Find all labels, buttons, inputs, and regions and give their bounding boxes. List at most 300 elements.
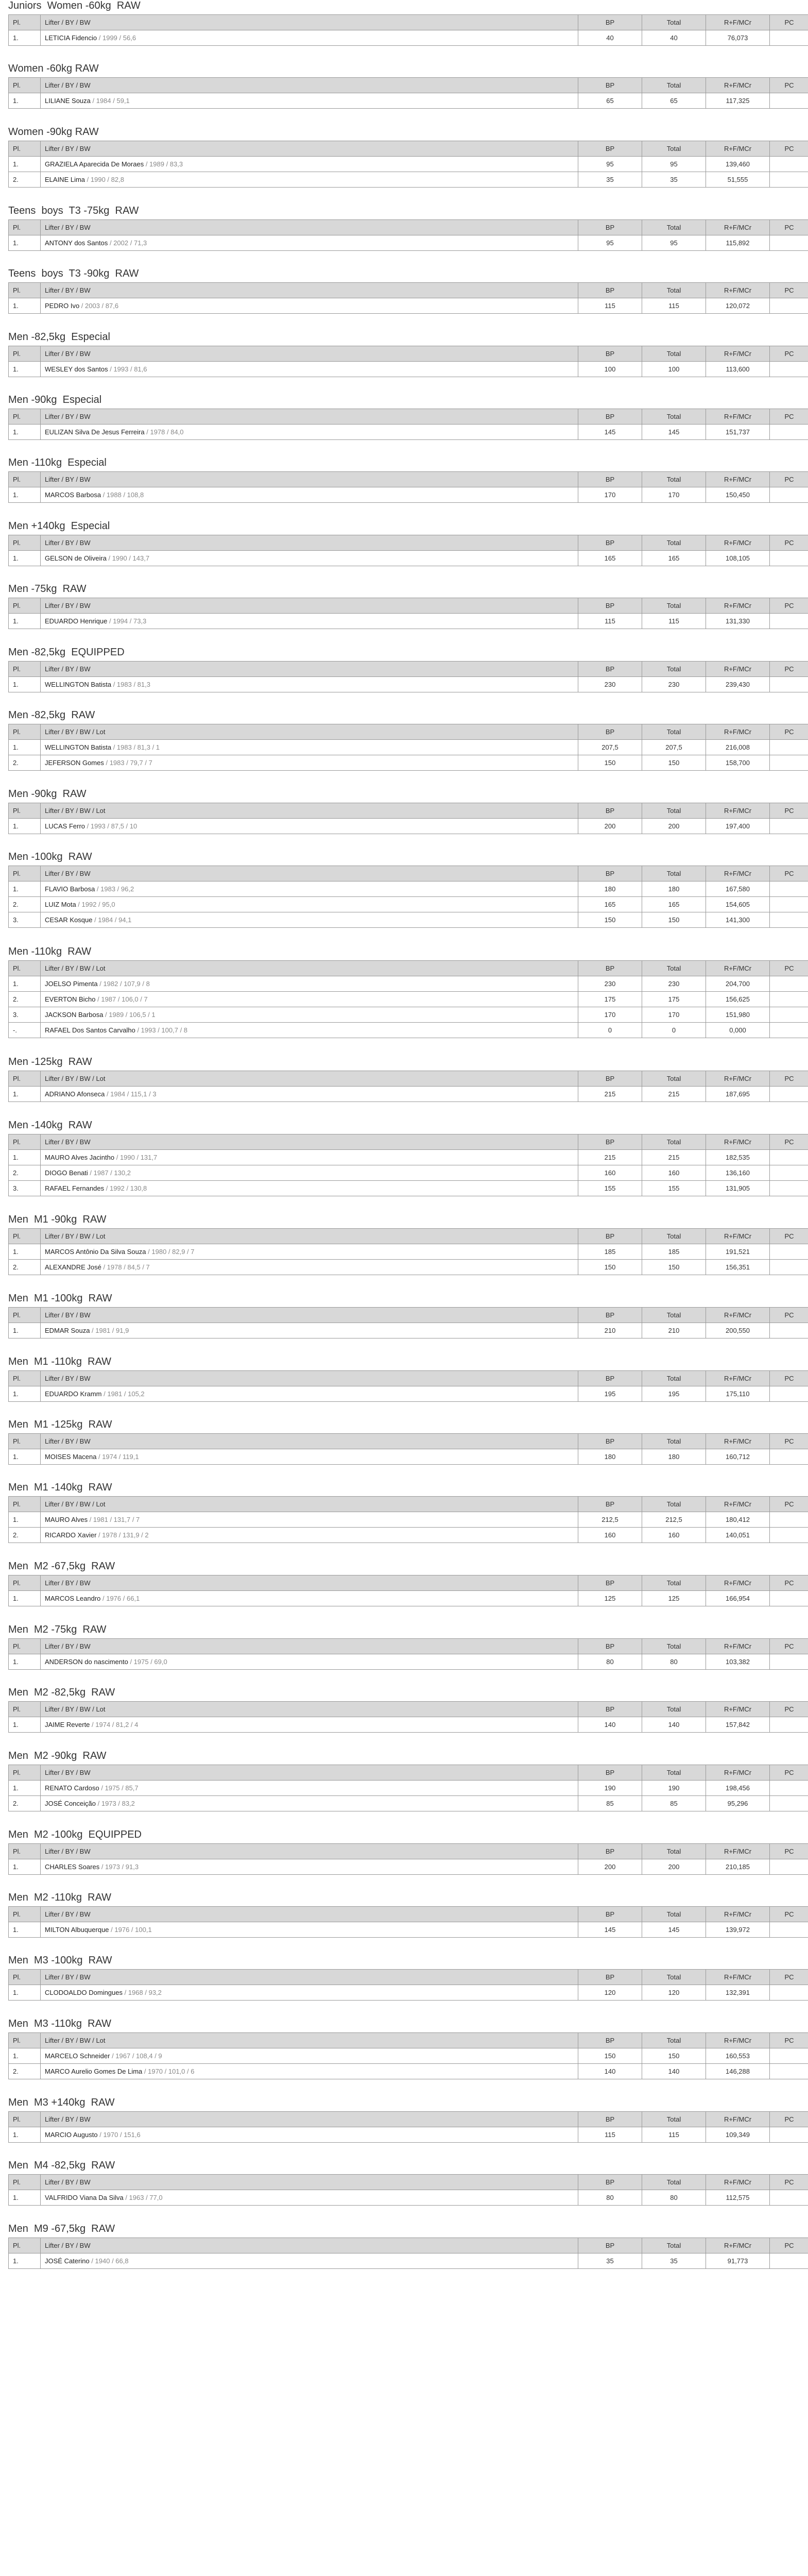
- header-row: [9, 1843, 808, 1859]
- header-bp: BP: [578, 2111, 642, 2127]
- header-row: [9, 661, 808, 676]
- total-cell: 175: [642, 992, 706, 1007]
- header-lifter: Lifter / BY / BW: [41, 1843, 578, 1859]
- header-place: Pl.: [9, 346, 41, 361]
- lifter-meta: / 1970 / 101,0 / 6: [142, 2067, 195, 2075]
- category-title: Men M2 -67,5kg RAW: [8, 1561, 115, 1572]
- pc-cell: [770, 1180, 808, 1196]
- place-cell: 1.: [9, 1449, 41, 1465]
- pc-cell: [770, 361, 808, 377]
- lifter-meta: / 1940 / 66,8: [89, 2257, 129, 2265]
- header-lifter: Lifter / BY / BW: [41, 141, 578, 156]
- score-cell: 140,051: [706, 1528, 770, 1543]
- total-cell: 150: [642, 1260, 706, 1275]
- table-row: [9, 676, 808, 692]
- lifter-name: RENATO Cardoso: [45, 1784, 99, 1792]
- table-row: [9, 1180, 808, 1196]
- header-bp: BP: [578, 2032, 642, 2048]
- header-score: R+F/MCr: [706, 598, 770, 614]
- header-bp: BP: [578, 346, 642, 361]
- header-score: R+F/MCr: [706, 141, 770, 156]
- lifter-name: VALFRIDO Viana Da Silva: [45, 2194, 124, 2202]
- bp-cell: 145: [578, 1922, 642, 1938]
- lifter-meta: / 1968 / 93,2: [123, 1989, 162, 1997]
- table-row: [9, 882, 808, 897]
- score-cell: 191,521: [706, 1244, 770, 1260]
- total-cell: 150: [642, 2048, 706, 2063]
- bp-cell: 165: [578, 550, 642, 566]
- table-row: [9, 740, 808, 755]
- lifter-cell: [41, 361, 578, 377]
- lifter-meta: / 1987 / 106,0 / 7: [95, 995, 148, 1003]
- lifter-cell: [41, 819, 578, 834]
- header-row: [9, 1308, 808, 1323]
- header-total: Total: [642, 866, 706, 882]
- lifter-meta: / 1993 / 100,7 / 8: [135, 1026, 188, 1034]
- category-title: Men -140kg RAW: [8, 1119, 92, 1131]
- lifter-name: EDMAR Souza: [45, 1327, 90, 1335]
- header-place: Pl.: [9, 283, 41, 298]
- header-bp: BP: [578, 1765, 642, 1780]
- pc-cell: [770, 1165, 808, 1180]
- header-bp: BP: [578, 1134, 642, 1149]
- bp-cell: 170: [578, 487, 642, 503]
- header-row: [9, 2032, 808, 2048]
- header-pc: PC: [770, 1071, 808, 1087]
- lifter-meta: / 1988 / 108,8: [101, 491, 144, 499]
- header-pc: PC: [770, 219, 808, 235]
- pc-cell: [770, 819, 808, 834]
- total-cell: 165: [642, 550, 706, 566]
- lifter-cell: [41, 1260, 578, 1275]
- header-bp: BP: [578, 961, 642, 976]
- score-cell: 187,695: [706, 1087, 770, 1102]
- header-score: R+F/MCr: [706, 1229, 770, 1244]
- lifter-name: MOISES Macena: [45, 1453, 97, 1461]
- results-table: [8, 1843, 808, 1875]
- table-row: [9, 1087, 808, 1102]
- header-place: Pl.: [9, 1970, 41, 1985]
- table-row: [9, 1512, 808, 1528]
- lifter-meta: / 1981 / 131,7 / 7: [88, 1516, 140, 1524]
- table-row: [9, 819, 808, 834]
- place-cell: 1.: [9, 740, 41, 755]
- header-lifter: Lifter / BY / BW: [41, 346, 578, 361]
- bp-cell: 125: [578, 1591, 642, 1606]
- header-pc: PC: [770, 866, 808, 882]
- score-cell: 95,296: [706, 1795, 770, 1811]
- place-cell: 2.: [9, 755, 41, 771]
- lifter-name: PEDRO Ivo: [45, 302, 80, 310]
- table-row: [9, 93, 808, 109]
- header-pc: PC: [770, 1134, 808, 1149]
- header-lifter: Lifter / BY / BW: [41, 866, 578, 882]
- table-row: [9, 1528, 808, 1543]
- lifter-meta: / 1970 / 151,6: [97, 2130, 141, 2139]
- bp-cell: 155: [578, 1180, 642, 1196]
- score-cell: 151,980: [706, 1007, 770, 1023]
- total-cell: 215: [642, 1149, 706, 1165]
- header-place: Pl.: [9, 1702, 41, 1717]
- header-lifter: Lifter / BY / BW: [41, 1970, 578, 1985]
- table-row: [9, 912, 808, 928]
- total-cell: 120: [642, 1985, 706, 2001]
- score-cell: 141,300: [706, 912, 770, 928]
- place-cell: 3.: [9, 1007, 41, 1023]
- total-cell: 80: [642, 2190, 706, 2206]
- table-row: [9, 1007, 808, 1023]
- pc-cell: [770, 912, 808, 928]
- bp-cell: 215: [578, 1087, 642, 1102]
- score-cell: 131,905: [706, 1180, 770, 1196]
- total-cell: 85: [642, 1795, 706, 1811]
- bp-cell: 207,5: [578, 740, 642, 755]
- pc-cell: [770, 2253, 808, 2268]
- header-place: Pl.: [9, 219, 41, 235]
- header-lifter: Lifter / BY / BW: [41, 1765, 578, 1780]
- pc-cell: [770, 2048, 808, 2063]
- total-cell: 180: [642, 1449, 706, 1465]
- lifter-cell: [41, 1087, 578, 1102]
- place-cell: 3.: [9, 1180, 41, 1196]
- header-row: [9, 961, 808, 976]
- header-row: [9, 1970, 808, 1985]
- bp-cell: 85: [578, 1795, 642, 1811]
- header-total: Total: [642, 2032, 706, 2048]
- header-score: R+F/MCr: [706, 961, 770, 976]
- pc-cell: [770, 1149, 808, 1165]
- lifter-meta: / 1978 / 131,9 / 2: [96, 1531, 149, 1539]
- lifter-meta: / 1993 / 87,5 / 10: [85, 822, 137, 830]
- header-pc: PC: [770, 1308, 808, 1323]
- header-lifter: Lifter / BY / BW: [41, 661, 578, 676]
- score-cell: 180,412: [706, 1512, 770, 1528]
- bp-cell: 150: [578, 912, 642, 928]
- place-cell: -.: [9, 1023, 41, 1038]
- header-score: R+F/MCr: [706, 2175, 770, 2190]
- header-total: Total: [642, 535, 706, 550]
- header-lifter: Lifter / BY / BW: [41, 78, 578, 93]
- bp-cell: 150: [578, 1260, 642, 1275]
- pc-cell: [770, 1023, 808, 1038]
- pc-cell: [770, 882, 808, 897]
- score-cell: 131,330: [706, 614, 770, 629]
- total-cell: 160: [642, 1165, 706, 1180]
- lifter-cell: [41, 156, 578, 172]
- table-row: [9, 550, 808, 566]
- header-pc: PC: [770, 346, 808, 361]
- header-place: Pl.: [9, 141, 41, 156]
- lifter-meta: / 1978 / 84,0: [144, 428, 184, 436]
- header-place: Pl.: [9, 661, 41, 676]
- header-bp: BP: [578, 1843, 642, 1859]
- bp-cell: 115: [578, 2127, 642, 2142]
- pc-cell: [770, 1007, 808, 1023]
- header-place: Pl.: [9, 1907, 41, 1922]
- results-table: [8, 1765, 808, 1811]
- header-score: R+F/MCr: [706, 535, 770, 550]
- bp-cell: 175: [578, 992, 642, 1007]
- category-title: Men M2 -110kg RAW: [8, 1892, 112, 1903]
- header-score: R+F/MCr: [706, 1575, 770, 1591]
- place-cell: 1.: [9, 1859, 41, 1874]
- header-row: [9, 1765, 808, 1780]
- lifter-name: ALEXANDRE José: [45, 1263, 101, 1272]
- lifter-cell: [41, 1512, 578, 1528]
- lifter-meta: / 2002 / 71,3: [108, 239, 147, 247]
- table-row: [9, 1165, 808, 1180]
- header-row: [9, 141, 808, 156]
- bp-cell: 180: [578, 882, 642, 897]
- header-pc: PC: [770, 2238, 808, 2253]
- header-lifter: Lifter / BY / BW: [41, 1134, 578, 1149]
- lifter-name: MAURO Alves Jacintho: [45, 1153, 115, 1161]
- lifter-meta: / 1989 / 83,3: [144, 160, 183, 168]
- score-cell: 136,160: [706, 1165, 770, 1180]
- header-place: Pl.: [9, 1497, 41, 1512]
- pc-cell: [770, 1244, 808, 1260]
- header-score: R+F/MCr: [706, 1765, 770, 1780]
- header-total: Total: [642, 283, 706, 298]
- category-title: Men M1 -100kg RAW: [8, 1293, 112, 1304]
- results-table: [8, 866, 808, 928]
- header-total: Total: [642, 1907, 706, 1922]
- category-title: Women -60kg RAW: [8, 63, 99, 75]
- header-lifter: Lifter / BY / BW / Lot: [41, 803, 578, 819]
- place-cell: 1.: [9, 1386, 41, 1401]
- score-cell: 117,325: [706, 93, 770, 109]
- lifter-name: JACKSON Barbosa: [45, 1011, 104, 1019]
- pc-cell: [770, 30, 808, 46]
- bp-cell: 120: [578, 1985, 642, 2001]
- header-pc: PC: [770, 1907, 808, 1922]
- place-cell: 2.: [9, 1260, 41, 1275]
- score-cell: 167,580: [706, 882, 770, 897]
- lifter-name: JOSÉ Conceição: [45, 1799, 96, 1807]
- score-cell: 91,773: [706, 2253, 770, 2268]
- lifter-name: WESLEY dos Santos: [45, 365, 108, 373]
- header-place: Pl.: [9, 1071, 41, 1087]
- lifter-cell: [41, 1007, 578, 1023]
- category-title: Men M3 -110kg RAW: [8, 2018, 112, 2029]
- score-cell: 204,700: [706, 976, 770, 992]
- total-cell: 170: [642, 1007, 706, 1023]
- header-pc: PC: [770, 78, 808, 93]
- header-lifter: Lifter / BY / BW: [41, 598, 578, 614]
- place-cell: 1.: [9, 2127, 41, 2142]
- lifter-cell: [41, 1180, 578, 1196]
- lifter-meta: / 1973 / 91,3: [99, 1862, 139, 1871]
- pc-cell: [770, 1449, 808, 1465]
- header-lifter: Lifter / BY / BW / Lot: [41, 2032, 578, 2048]
- score-cell: 157,842: [706, 1717, 770, 1733]
- category-title: Men -82,5kg Especial: [8, 331, 110, 343]
- table-row: [9, 30, 808, 46]
- category-title: Men M3 -100kg RAW: [8, 1955, 112, 1967]
- header-pc: PC: [770, 661, 808, 676]
- place-cell: 1.: [9, 156, 41, 172]
- pc-cell: [770, 1795, 808, 1811]
- pc-cell: [770, 1323, 808, 1338]
- bp-cell: 210: [578, 1323, 642, 1338]
- table-row: [9, 1780, 808, 1795]
- category-title: Men M2 -90kg RAW: [8, 1750, 107, 1761]
- total-cell: 195: [642, 1386, 706, 1401]
- table-row: [9, 976, 808, 992]
- bp-cell: 115: [578, 298, 642, 314]
- pc-cell: [770, 298, 808, 314]
- header-row: [9, 1638, 808, 1654]
- header-pc: PC: [770, 535, 808, 550]
- header-place: Pl.: [9, 724, 41, 740]
- bp-cell: 80: [578, 2190, 642, 2206]
- header-total: Total: [642, 598, 706, 614]
- header-place: Pl.: [9, 2238, 41, 2253]
- header-pc: PC: [770, 803, 808, 819]
- lifter-cell: [41, 2063, 578, 2079]
- place-cell: 2.: [9, 1795, 41, 1811]
- score-cell: 154,605: [706, 897, 770, 912]
- header-bp: BP: [578, 2238, 642, 2253]
- lifter-cell: [41, 897, 578, 912]
- score-cell: 200,550: [706, 1323, 770, 1338]
- header-row: [9, 1370, 808, 1386]
- category-title: Men -75kg RAW: [8, 583, 87, 595]
- results-table: [8, 2174, 808, 2206]
- table-row: [9, 2127, 808, 2142]
- place-cell: 1.: [9, 2253, 41, 2268]
- header-bp: BP: [578, 803, 642, 819]
- total-cell: 100: [642, 361, 706, 377]
- lifter-meta: / 1974 / 119,1: [96, 1453, 139, 1461]
- lifter-meta: / 1999 / 56,6: [97, 34, 136, 42]
- header-place: Pl.: [9, 1575, 41, 1591]
- bp-cell: 190: [578, 1780, 642, 1795]
- header-bp: BP: [578, 15, 642, 30]
- place-cell: 1.: [9, 550, 41, 566]
- lifter-cell: [41, 1985, 578, 2001]
- header-place: Pl.: [9, 1843, 41, 1859]
- header-lifter: Lifter / BY / BW: [41, 2238, 578, 2253]
- header-score: R+F/MCr: [706, 1071, 770, 1087]
- header-row: [9, 346, 808, 361]
- total-cell: 65: [642, 93, 706, 109]
- header-pc: PC: [770, 1229, 808, 1244]
- total-cell: 40: [642, 30, 706, 46]
- lifter-meta: / 1980 / 82,9 / 7: [146, 1248, 195, 1256]
- header-score: R+F/MCr: [706, 1970, 770, 1985]
- lifter-name: MILTON Albuquerque: [45, 1926, 109, 1934]
- total-cell: 125: [642, 1591, 706, 1606]
- header-score: R+F/MCr: [706, 1907, 770, 1922]
- header-score: R+F/MCr: [706, 78, 770, 93]
- lifter-meta: / 1978 / 84,5 / 7: [101, 1263, 150, 1272]
- lifter-cell: [41, 172, 578, 187]
- bp-cell: 230: [578, 976, 642, 992]
- total-cell: 200: [642, 1859, 706, 1874]
- pc-cell: [770, 2063, 808, 2079]
- header-bp: BP: [578, 661, 642, 676]
- bp-cell: 0: [578, 1023, 642, 1038]
- header-row: [9, 1497, 808, 1512]
- header-bp: BP: [578, 78, 642, 93]
- header-place: Pl.: [9, 803, 41, 819]
- lifter-name: WELLINGTON Batista: [45, 680, 112, 688]
- lifter-meta: / 1981 / 105,2: [101, 1389, 145, 1398]
- table-row: [9, 361, 808, 377]
- pc-cell: [770, 976, 808, 992]
- lifter-name: EVERTON Bicho: [45, 995, 96, 1003]
- bp-cell: 185: [578, 1244, 642, 1260]
- lifter-cell: [41, 1859, 578, 1874]
- place-cell: 1.: [9, 976, 41, 992]
- header-place: Pl.: [9, 78, 41, 93]
- header-row: [9, 724, 808, 740]
- score-cell: 108,105: [706, 550, 770, 566]
- place-cell: 1.: [9, 614, 41, 629]
- place-cell: 1.: [9, 1149, 41, 1165]
- score-cell: 160,712: [706, 1449, 770, 1465]
- header-total: Total: [642, 1434, 706, 1449]
- header-place: Pl.: [9, 535, 41, 550]
- category-title: Men -110kg RAW: [8, 946, 92, 957]
- pc-cell: [770, 235, 808, 250]
- header-bp: BP: [578, 598, 642, 614]
- header-row: [9, 1702, 808, 1717]
- header-total: Total: [642, 219, 706, 235]
- table-row: [9, 1859, 808, 1874]
- score-cell: 0,000: [706, 1023, 770, 1038]
- table-row: [9, 992, 808, 1007]
- lifter-cell: [41, 740, 578, 755]
- category-title: Men M1 -125kg RAW: [8, 1419, 112, 1430]
- lifter-name: ADRIANO Afonseca: [45, 1090, 105, 1098]
- pc-cell: [770, 1922, 808, 1938]
- lifter-name: WELLINGTON Batista: [45, 743, 112, 751]
- score-cell: 158,700: [706, 755, 770, 771]
- place-cell: 1.: [9, 425, 41, 440]
- lifter-meta: / 1975 / 69,0: [128, 1657, 167, 1666]
- header-place: Pl.: [9, 1765, 41, 1780]
- results-table: [8, 1575, 808, 1606]
- score-cell: 151,737: [706, 425, 770, 440]
- bp-cell: 140: [578, 1717, 642, 1733]
- place-cell: 1.: [9, 1087, 41, 1102]
- lifter-cell: [41, 882, 578, 897]
- header-bp: BP: [578, 1702, 642, 1717]
- header-bp: BP: [578, 535, 642, 550]
- place-cell: 1.: [9, 487, 41, 503]
- results-table: [8, 960, 808, 1038]
- category-title: Men M1 -140kg RAW: [8, 1482, 112, 1494]
- pc-cell: [770, 1654, 808, 1669]
- header-score: R+F/MCr: [706, 1308, 770, 1323]
- header-place: Pl.: [9, 1434, 41, 1449]
- header-row: [9, 1575, 808, 1591]
- header-row: [9, 15, 808, 30]
- score-cell: 160,553: [706, 2048, 770, 2063]
- header-row: [9, 409, 808, 425]
- place-cell: 1.: [9, 93, 41, 109]
- header-lifter: Lifter / BY / BW: [41, 409, 578, 425]
- lifter-meta: / 1994 / 73,3: [107, 617, 147, 625]
- header-pc: PC: [770, 1638, 808, 1654]
- total-cell: 180: [642, 882, 706, 897]
- header-row: [9, 1907, 808, 1922]
- header-total: Total: [642, 724, 706, 740]
- header-bp: BP: [578, 283, 642, 298]
- header-score: R+F/MCr: [706, 2238, 770, 2253]
